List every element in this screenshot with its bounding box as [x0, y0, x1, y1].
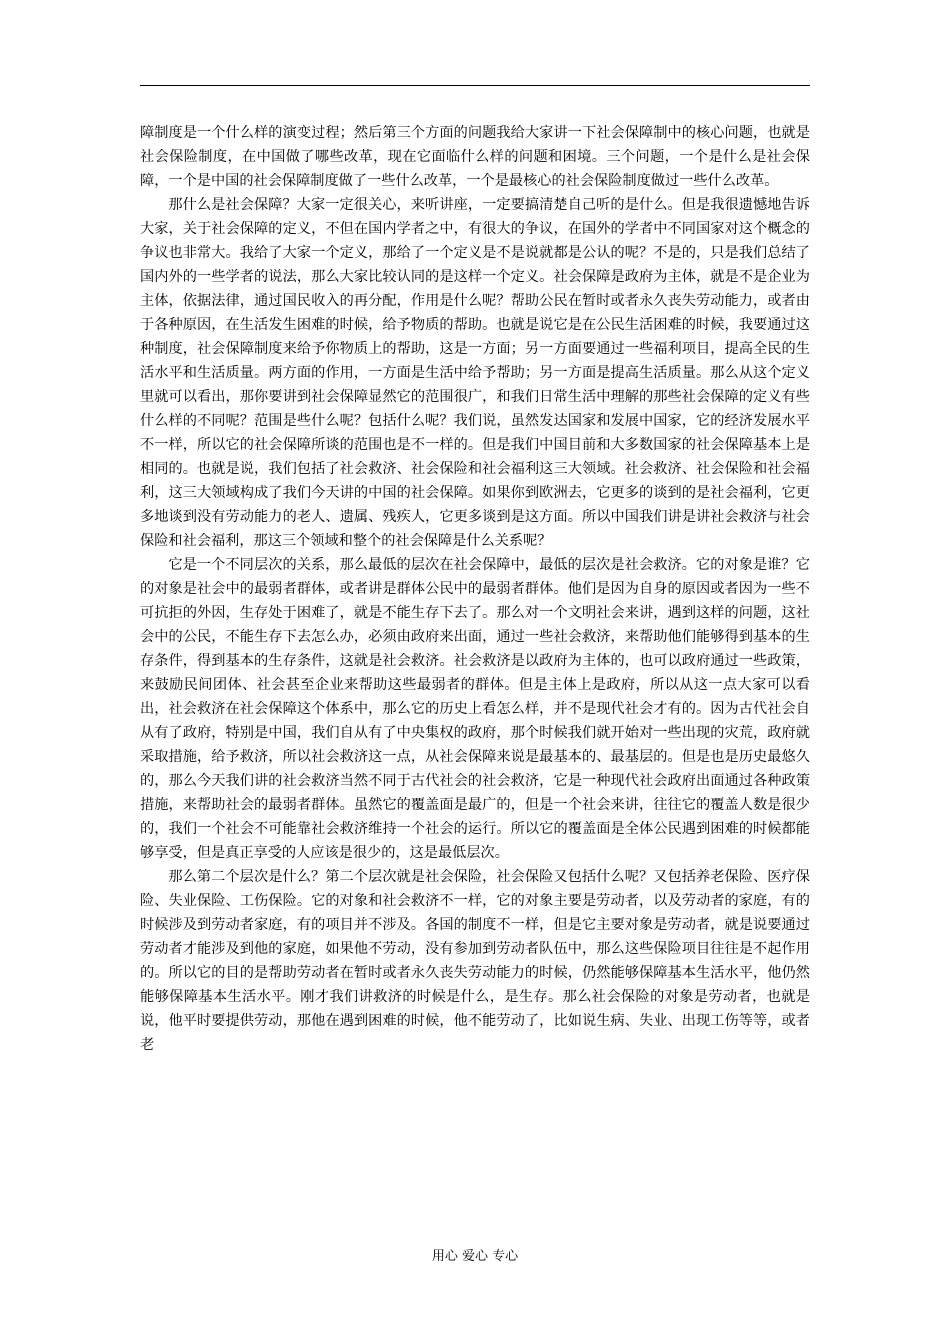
paragraph-4: 那么第二个层次是什么？第二个层次就是社会保险，社会保险又包括什么呢？又包括养老保险、医疗保险、失业保险、工伤保险。它的对象和社会救济不一样，它的对象主要是劳动者，以及劳动者的家庭，有的时候涉及到劳动者家庭，有的项目并不涉及。各国的制度不一样，但是它主要对象是劳动者，就是说要通过劳动者才能涉及到他的家庭，如果他不劳动，没有参加到劳动者队伍中，那么这些保险项目往往是不起作用的。所以它的目的是帮助劳动者在暂时或者永久丧失劳动能力的时候，仍然能够保障基本生活水平，他仍然能够保障基本生活水平。刚才我们讲救济的时候是什么，是生存。那么社会保险的对象是劳动者，也就是说，他平时要提供劳动，那他在遇到困难的时候，他不能劳动了，比如说生病、失业、出现工伤等等，或者老 [140, 869, 810, 1053]
document-body [140, 121, 810, 1057]
paragraph-2: 那什么是社会保障？大家一定很关心，来听讲座，一定要搞清楚自己听的是什么。但是我很遗憾地告诉大家，关于社会保障的定义，不但在国内学者之中，有很大的争议，在国外的学者中不同国家对这个概念的争议也非常大。我给了大家一个定义，那给了一个定义是不是说就都是公认的呢？不是的，只是我们总结了国内外的一些学者的说法，那么大家比较认同的是这样一个定义。社会保障是政府为主体，就是不是企业为主体，依据法律，通过国民收入的再分配，作用是什么呢？帮助公民在暂时或者永久丧失劳动能力，或者由于各种原因，在生活发生困难的时候，给予物质的帮助。也就是说它是在公民生活困难的时候，我要通过这种制度，社会保障制度来给予你物质上的帮助，这是一方面；另一方面要通过一些福利项目，提高全民的生活水平和生活质量。两方面的作用，一方面是生活中给予帮助；另一方面是提高生活质量。那么从这个定义里就可以看出，那你要讲到社会保障显然它的范围很广，和我们日常生活中理解的那些社会保障的定义有些什么样的不同呢？范围是些什么呢？包括什么呢？我们说，虽然发达国家和发展中国家，它的经济发展水平不一样，所以它的社会保障所谈的范围也是不一样的。但是我们中国目前和大多数国家的社会保障基本上是相同的。也就是说，我们包括了社会救济、社会保险和社会福利这三大领域。社会救济、社会保险和社会福利，这三大领域构成了我们今天讲的中国的社会保障。如果你到欧洲去，它更多的谈到的是社会福利，它更多地谈到没有劳动能力的老人、遗属、残疾人，它更多谈到是这方面。所以中国我们讲是讲社会救济与社会保险和社会福利，那这三个领域和整个的社会保障是什么关系呢？ [140, 197, 810, 549]
header-rule [140, 85, 810, 86]
paragraph-1: 障制度是一个什么样的演变过程；然后第三个方面的问题我给大家讲一下社会保障制中的核心问题，也就是社会保险制度，在中国做了哪些改革，现在它面临什么样的问题和困境。三个问题，一个是什么是社会保障，一个是中国的社会保障制度做了一些什么改革，一个是最核心的社会保险制度做过一些什么改革。 [140, 125, 810, 189]
paragraph-3: 它是一个不同层次的关系，那么最低的层次在社会保障中，最低的层次是社会救济。它的对象是谁？它的对象是社会中的最弱者群体，或者讲是群体公民中的最弱者群体。他们是因为自身的原因或者因为一些不可抗拒的外因，生存处于困难了，就是不能生存下去了。那么对一个文明社会来讲，遇到这样的问题，这社会中的公民，不能生存下去怎么办，必须由政府来出面，通过一些社会救济，来帮助他们能够得到基本的生存条件，得到基本的生存条件，这就是社会救济。社会救济是以政府为主体的，也可以政府通过一些政策，来鼓励民间团体、社会甚至企业来帮助这些最弱者的群体。但是主体上是政府，所以从这一点大家可以看出，社会救济在社会保障这个体系中，那么它的历史上看怎么样，并不是现代社会才有的。因为古代社会自从有了政府，特别是中国，我们自从有了中央集权的政府，那个时候我们就开始对一些出现的灾荒，政府就采取措施，给予救济，所以社会救济这一点，从社会保障来说是最基本的、最基层的。但是也是历史最悠久的，那么今天我们讲的社会救济当然不同于古代社会的社会救济，它是一种现代社会政府出面通过各种政策措施，来帮助社会的最弱者群体。虽然它的覆盖面是最广的，但是一个社会来讲，往往它的覆盖人数是很少的，我们一个社会不可能靠社会救济维持一个社会的运行。所以它的覆盖面是全体公民遇到困难的时候都能够享受，但是真正享受的人应该是很少的，这是最低层次。 [140, 557, 810, 861]
page-footer: 用心 爱心 专心 [431, 1249, 519, 1264]
